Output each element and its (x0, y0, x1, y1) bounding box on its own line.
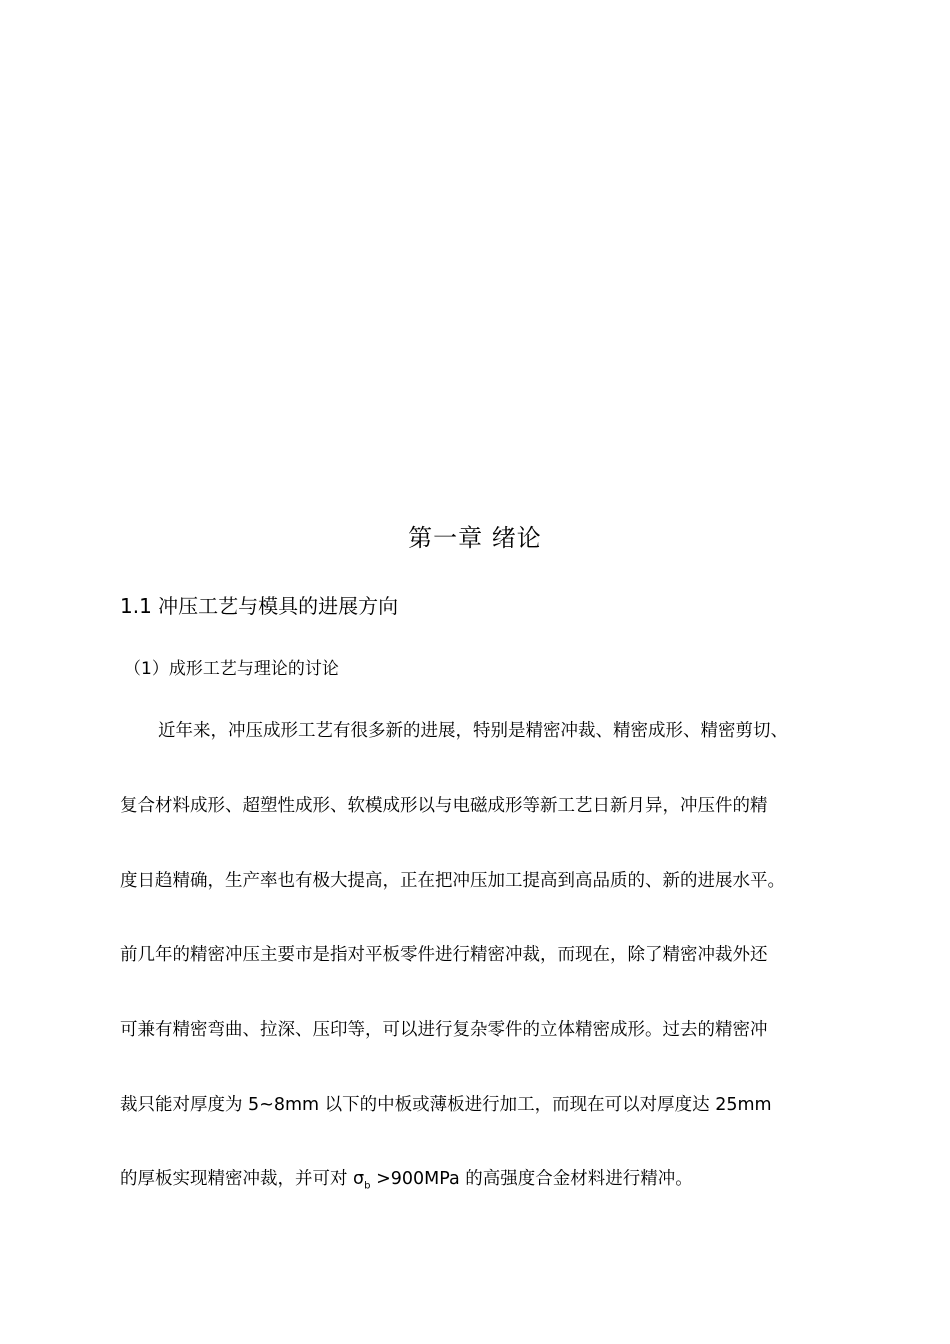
paragraph-line-text-after-subscript: >900MPa 的高强度合金材料进行精冲。 (370, 1169, 693, 1189)
subsection-heading: （1）成形工艺与理论的讨论 (124, 659, 339, 679)
paragraph-line: 近年来，冲压成形工艺有很多新的进展，特别是精密冲裁、精密成形、精密剪切、 (158, 721, 788, 741)
sigma-subscript: b (364, 1180, 371, 1192)
paragraph-line: 前几年的精密冲压主要市是指对平板零件进行精密冲裁，而现在，除了精密冲裁外还 (120, 945, 768, 965)
paragraph-line (120, 1164, 693, 1202)
paragraph-line: 复合材料成形、超塑性成形、软模成形以与电磁成形等新工艺日新月异，冲压件的精 (120, 796, 768, 816)
paragraph-line: 可兼有精密弯曲、拉深、压印等，可以进行复杂零件的立体精密成形。过去的精密冲 (120, 1020, 768, 1040)
paragraph-line: 度日趋精确，生产率也有极大提高，正在把冲压加工提高到高品质的、新的进展水平。 (120, 871, 785, 891)
section-heading: 1.1 冲压工艺与模具的进展方向 (120, 594, 399, 618)
chapter-title: 第一章 绪论 (408, 524, 542, 552)
paragraph-line-text-before-subscript: 的厚板实现精密冲裁，并可对 σ (120, 1169, 365, 1189)
paragraph-line: 裁只能对厚度为 5~8mm 以下的中板或薄板进行加工，而现在可以对厚度达 25mm (120, 1095, 772, 1115)
